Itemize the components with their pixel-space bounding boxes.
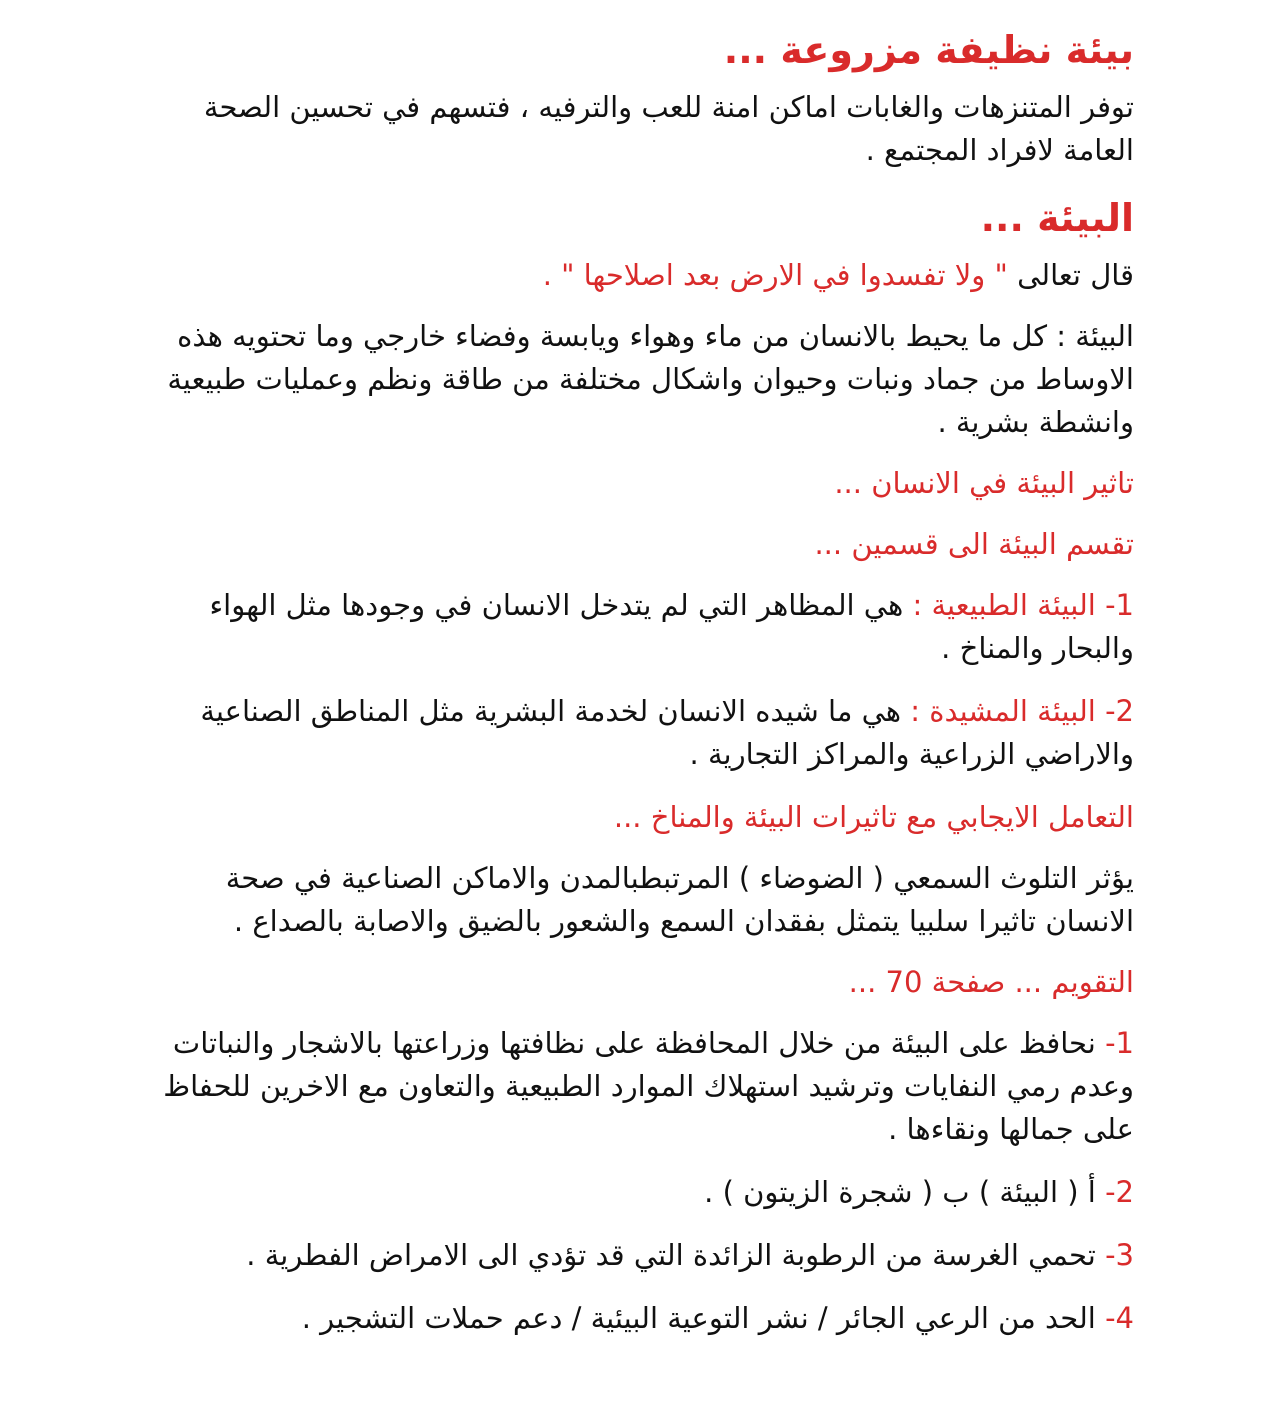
heading-clean-environment: بيئة نظيفة مزروعة ... (723, 28, 1134, 72)
list-item-natural-environment (150, 584, 1134, 670)
item-text: هي ما شيده الانسان لخدمة البشرية مثل المناطق الصناعية والاراضي الزراعية والمراكز التجارية . (200, 694, 1134, 771)
item-label: 1- البيئة الطبيعية : (903, 588, 1134, 622)
answer-item-4 (150, 1297, 1134, 1340)
answer-item-3 (150, 1234, 1134, 1277)
heading-environment-impact: تاثير البيئة في الانسان ... (834, 466, 1134, 500)
environment-definition: البيئة : كل ما يحيط بالانسان من ماء وهواء ويابسة وفضاء خارجي وما تحتويه هذه الاوساط من جماد ونبات وحيوان واشكال مختلفة من طاقة ونظم وعمليات طبيعية وانشطة بشرية . (167, 319, 1134, 439)
item-text: نحافظ على البيئة من خلال المحافظة على نظافتها وزراعتها بالاشجار والنباتات وعدم رمي النفايات وترشيد استهلاك الموارد الطبيعية والتعاون مع الاخرين للحفاظ على جمالها ونقاءها . (163, 1026, 1134, 1146)
answer-item-1 (150, 1022, 1134, 1151)
item-number: 2- (1095, 1175, 1134, 1209)
quran-quote-line (150, 254, 1134, 297)
heading-positive-interaction: التعامل الايجابي مع تاثيرات البيئة والمناخ ... (613, 800, 1134, 834)
item-number: 1- (1095, 1026, 1134, 1060)
answer-item-2 (150, 1171, 1134, 1214)
item-text: تحمي الغرسة من الرطوبة الزائدة التي قد تؤدي الى الامراض الفطرية . (246, 1238, 1096, 1272)
quote-text: " ولا تفسدوا في الارض بعد اصلاحها " . (542, 258, 1008, 292)
item-text: هي المظاهر التي لم يتدخل الانسان في وجودها مثل الهواء والبحار والمناخ . (209, 588, 1134, 665)
heading-evaluation: التقويم ... صفحة 70 ... (848, 965, 1134, 999)
heading-environment: البيئة ... (980, 196, 1134, 240)
paragraph-parks: توفر المتنزهات والغابات اماكن امنة للعب والترفيه ، فتسهم في تحسين الصحة العامة لافراد المجتمع . (203, 90, 1134, 167)
paragraph-noise-pollution: يؤثر التلوث السمعي ( الضوضاء ) المرتبطبالمدن والاماكن الصناعية في صحة الانسان تاثيرا سلبيا يتمثل بفقدان السمع والشعور بالضيق والاصابة بالصداع . (225, 861, 1134, 938)
item-text: الحد من الرعي الجائر / نشر التوعية البيئية / دعم حملات التشجير . (301, 1301, 1096, 1335)
item-text: أ ( البيئة ) ب ( شجرة الزيتون ) . (704, 1175, 1096, 1209)
item-label: 2- البيئة المشيدة : (901, 694, 1134, 728)
item-number: 3- (1095, 1238, 1134, 1272)
list-item-built-environment (150, 690, 1134, 776)
item-number: 4- (1095, 1301, 1134, 1335)
quote-prefix: قال تعالى (1007, 258, 1134, 292)
heading-environment-division: تقسم البيئة الى قسمين ... (814, 527, 1134, 561)
